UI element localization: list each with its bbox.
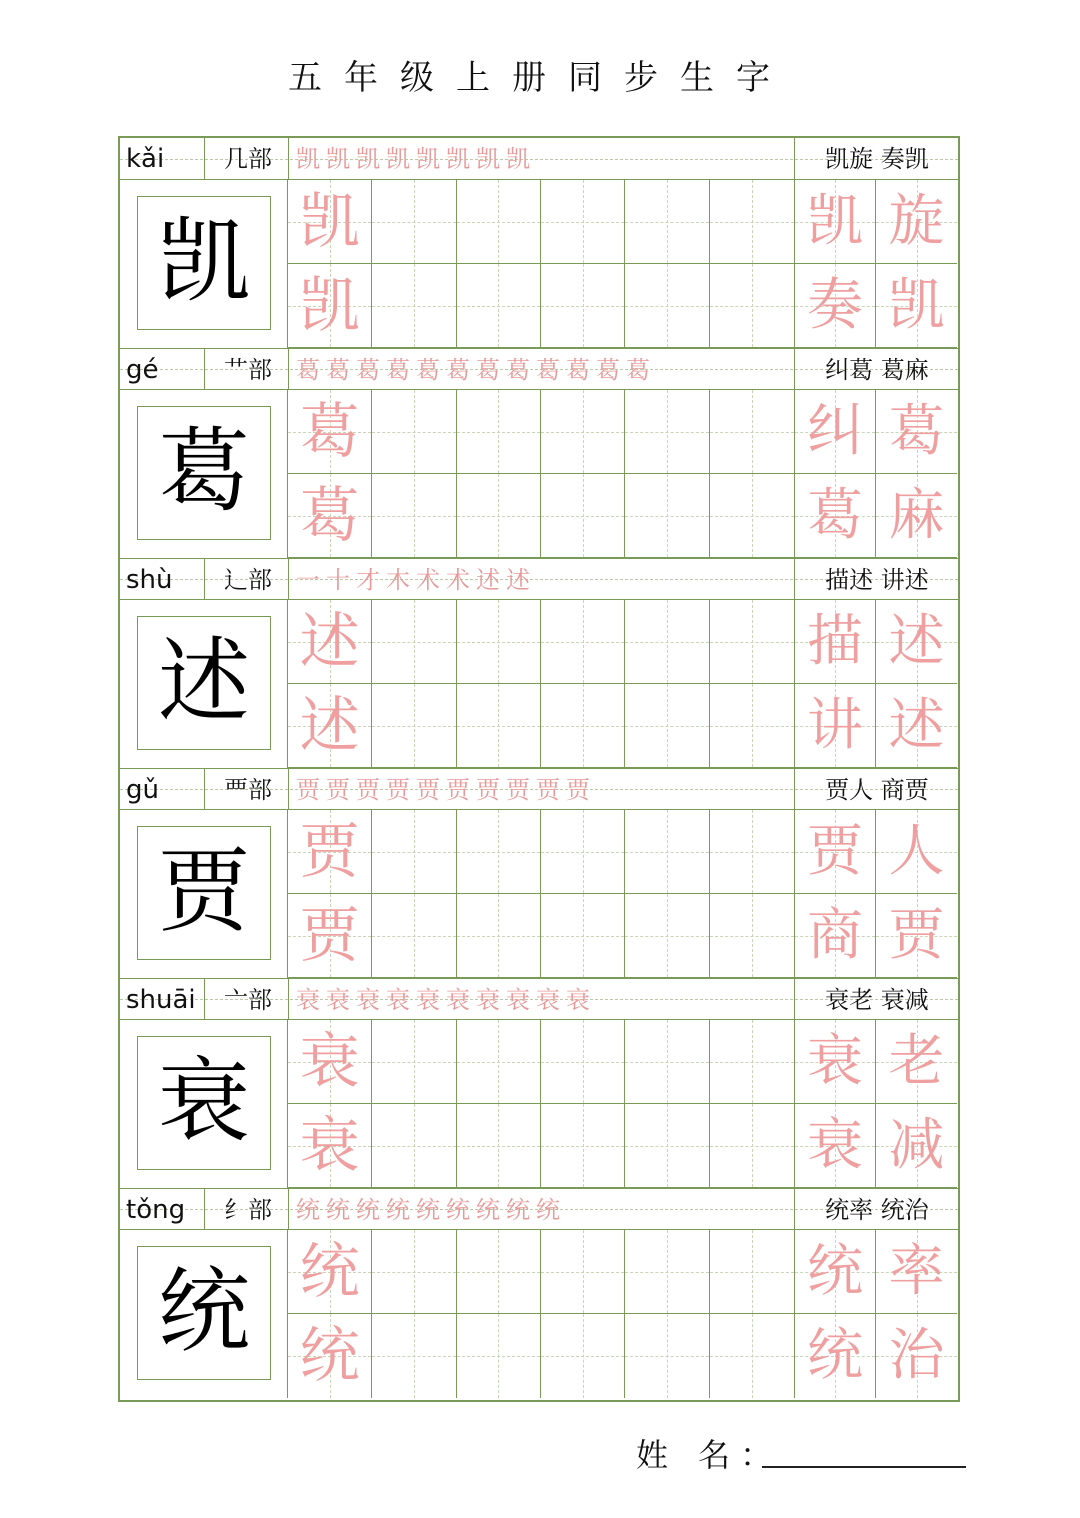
trace-cell [288,894,372,978]
word-trace-cell [876,600,957,684]
model-character-cell [120,600,288,768]
word-trace-cell [876,810,957,894]
example-words: 衰老 衰减 [825,986,929,1014]
info-row [120,978,958,1020]
word-trace-character: 旋 [888,189,945,254]
stroke-order: 一十才木术术述述 [296,566,536,594]
word-trace-character: 凯 [888,273,945,338]
word-trace-grid [794,600,958,768]
writing-cell[interactable] [541,180,625,264]
example-words: 贾人 商贾 [825,776,929,804]
word-trace-cell [876,894,957,978]
trace-cell [288,390,372,474]
writing-cell[interactable] [625,600,709,684]
trace-cell [288,1104,372,1188]
pinyin-label: tǒng [126,1195,186,1225]
writing-cell[interactable] [457,180,541,264]
trace-character: 贾 [299,901,360,971]
writing-cell[interactable] [372,1314,456,1398]
word-trace-cell [795,1230,876,1314]
writing-cell[interactable] [710,1020,794,1104]
word-trace-character: 讲 [807,693,863,758]
writing-cell[interactable] [710,1314,794,1398]
word-trace-character: 凯 [807,189,863,254]
writing-cell[interactable] [457,1230,541,1314]
stroke-order: 统统统统统统统统统 [296,1196,566,1224]
word-trace-character: 减 [888,1113,945,1178]
model-character: 葛 [137,406,271,540]
radical-label: 亠部 [224,986,272,1014]
word-trace-cell [795,600,876,684]
writing-cell[interactable] [457,264,541,348]
word-trace-cell [876,390,957,474]
character-block [120,1188,958,1398]
word-trace-cell [876,1104,957,1188]
trace-cell [288,1230,372,1314]
writing-cell[interactable] [372,894,456,978]
trace-cell [288,1020,372,1104]
trace-character: 述 [299,691,360,761]
writing-cell[interactable] [710,684,794,768]
writing-cell[interactable] [541,474,625,558]
pinyin-label: shuāi [126,985,196,1015]
character-block [120,348,958,558]
word-trace-cell [876,1230,957,1314]
writing-cell[interactable] [625,390,709,474]
writing-cell[interactable] [710,810,794,894]
trace-character: 贾 [299,817,360,887]
trace-character: 衰 [299,1027,360,1097]
writing-cell[interactable] [457,1020,541,1104]
writing-cell[interactable] [710,1104,794,1188]
trace-cell [288,600,372,684]
writing-cell[interactable] [710,474,794,558]
example-words: 纠葛 葛麻 [825,356,929,384]
word-trace-grid [794,810,958,978]
writing-cell[interactable] [372,1104,456,1188]
trace-cell [288,1314,372,1398]
writing-cell[interactable] [457,810,541,894]
word-trace-cell [795,684,876,768]
model-character: 衰 [137,1036,271,1170]
word-trace-character: 奏 [807,273,863,338]
model-character-cell [120,1230,288,1398]
word-trace-character: 治 [888,1323,945,1388]
word-trace-cell [795,390,876,474]
writing-cell[interactable] [541,1230,625,1314]
word-trace-cell [876,180,957,264]
character-block [120,138,958,348]
radical-label: 覀部 [224,776,272,804]
model-character-cell [120,1020,288,1188]
stroke-order: 凯凯凯凯凯凯凯凯 [296,145,536,173]
word-trace-cell [876,1314,957,1398]
word-trace-character: 葛 [888,399,945,464]
page-title: 五年级上册同步生字 [288,58,792,98]
example-words: 描述 讲述 [825,566,929,594]
writing-cell[interactable] [372,600,456,684]
writing-cell[interactable] [710,180,794,264]
radical-label: 纟部 [224,1196,272,1224]
trace-character: 述 [299,607,360,677]
writing-cell[interactable] [372,1020,456,1104]
writing-cell[interactable] [625,894,709,978]
writing-cell[interactable] [457,1104,541,1188]
pinyin-label: gé [126,355,159,385]
trace-cell [288,684,372,768]
writing-cell[interactable] [625,684,709,768]
writing-cell[interactable] [457,474,541,558]
character-block [120,558,958,768]
word-trace-character: 贾 [807,819,863,884]
word-trace-character: 衰 [807,1113,863,1178]
radical-label: 几部 [224,145,272,173]
trace-character: 葛 [299,481,360,551]
word-trace-grid [794,1020,958,1188]
pinyin-label: kǎi [126,144,165,174]
writing-cell[interactable] [372,180,456,264]
trace-character: 葛 [299,397,360,467]
writing-cell[interactable] [710,1230,794,1314]
practice-grid [288,1230,794,1398]
practice-grid [288,1020,794,1188]
info-row [120,348,958,390]
practice-grid [288,390,794,558]
info-row [120,768,958,810]
word-trace-character: 老 [888,1029,945,1094]
model-character: 凯 [137,196,271,330]
writing-cell[interactable] [625,1230,709,1314]
writing-cell[interactable] [710,600,794,684]
trace-cell [288,810,372,894]
trace-cell [288,180,372,264]
writing-cell[interactable] [457,600,541,684]
writing-cell[interactable] [625,1314,709,1398]
word-trace-cell [876,264,957,348]
word-trace-cell [795,264,876,348]
trace-character: 凯 [299,271,360,341]
model-character: 贾 [137,826,271,960]
writing-cell[interactable] [372,684,456,768]
writing-cell[interactable] [541,810,625,894]
word-trace-cell [795,1020,876,1104]
writing-cell[interactable] [372,264,456,348]
word-trace-character: 述 [888,693,945,758]
writing-cell[interactable] [710,264,794,348]
writing-cell[interactable] [541,894,625,978]
writing-cell[interactable] [625,1020,709,1104]
word-trace-cell [795,894,876,978]
info-row [120,138,958,180]
stroke-order: 贾贾贾贾贾贾贾贾贾贾 [296,776,596,804]
writing-cell[interactable] [541,390,625,474]
word-trace-character: 纠 [807,399,863,464]
writing-cell[interactable] [710,894,794,978]
writing-cell[interactable] [625,180,709,264]
word-trace-cell [795,1104,876,1188]
writing-cell[interactable] [372,474,456,558]
word-trace-cell [795,1314,876,1398]
writing-cell[interactable] [541,1104,625,1188]
model-character: 统 [137,1246,271,1380]
word-trace-character: 统 [807,1323,863,1388]
word-trace-character: 率 [888,1239,945,1304]
writing-cell[interactable] [541,1314,625,1398]
writing-cell[interactable] [625,810,709,894]
word-trace-character: 述 [888,609,945,674]
word-trace-grid [794,390,958,558]
word-trace-character: 商 [807,903,863,968]
writing-cell[interactable] [372,810,456,894]
character-block [120,768,958,978]
writing-cell[interactable] [625,1104,709,1188]
example-words: 凯旋 奏凯 [825,145,929,173]
writing-cell[interactable] [541,684,625,768]
radical-label: 辶部 [224,566,272,594]
stroke-order: 衰衰衰衰衰衰衰衰衰衰 [296,986,596,1014]
word-trace-character: 统 [807,1239,863,1304]
writing-cell[interactable] [710,390,794,474]
writing-cell[interactable] [372,1230,456,1314]
name-label: 姓 名： [636,1436,783,1474]
info-row [120,558,958,600]
trace-character: 衰 [299,1111,360,1181]
writing-cell[interactable] [457,684,541,768]
writing-cell[interactable] [457,390,541,474]
character-block [120,978,958,1188]
word-trace-character: 描 [807,609,863,674]
model-character: 述 [137,616,271,750]
practice-sheet [118,136,960,1402]
model-character-cell [120,810,288,978]
writing-cell[interactable] [541,600,625,684]
stroke-order: 葛葛葛葛葛葛葛葛葛葛葛葛 [296,356,656,384]
word-trace-character: 衰 [807,1029,863,1094]
writing-cell[interactable] [625,474,709,558]
practice-grid [288,810,794,978]
writing-cell[interactable] [457,1314,541,1398]
word-trace-character: 人 [888,819,945,884]
word-trace-cell [795,474,876,558]
name-input-line[interactable] [762,1466,966,1468]
writing-cell[interactable] [541,1020,625,1104]
model-character-cell [120,180,288,348]
practice-grid [288,600,794,768]
writing-cell[interactable] [625,264,709,348]
word-trace-grid [794,180,958,348]
word-trace-character: 葛 [807,483,863,548]
writing-cell[interactable] [457,894,541,978]
trace-character: 统 [299,1237,360,1307]
word-trace-cell [876,684,957,768]
example-words: 统率 统治 [825,1196,929,1224]
writing-cell[interactable] [541,264,625,348]
word-trace-cell [876,1020,957,1104]
info-row [120,1188,958,1230]
trace-cell [288,264,372,348]
word-trace-cell [876,474,957,558]
word-trace-grid [794,1230,958,1398]
trace-cell [288,474,372,558]
trace-character: 凯 [299,187,360,257]
trace-character: 统 [299,1321,360,1391]
radical-label: 艹部 [224,356,272,384]
word-trace-character: 麻 [888,483,945,548]
writing-cell[interactable] [372,390,456,474]
pinyin-label: gǔ [126,775,159,805]
word-trace-cell [795,810,876,894]
practice-grid [288,180,794,348]
pinyin-label: shù [126,565,173,595]
model-character-cell [120,390,288,558]
word-trace-character: 贾 [888,903,945,968]
word-trace-cell [795,180,876,264]
